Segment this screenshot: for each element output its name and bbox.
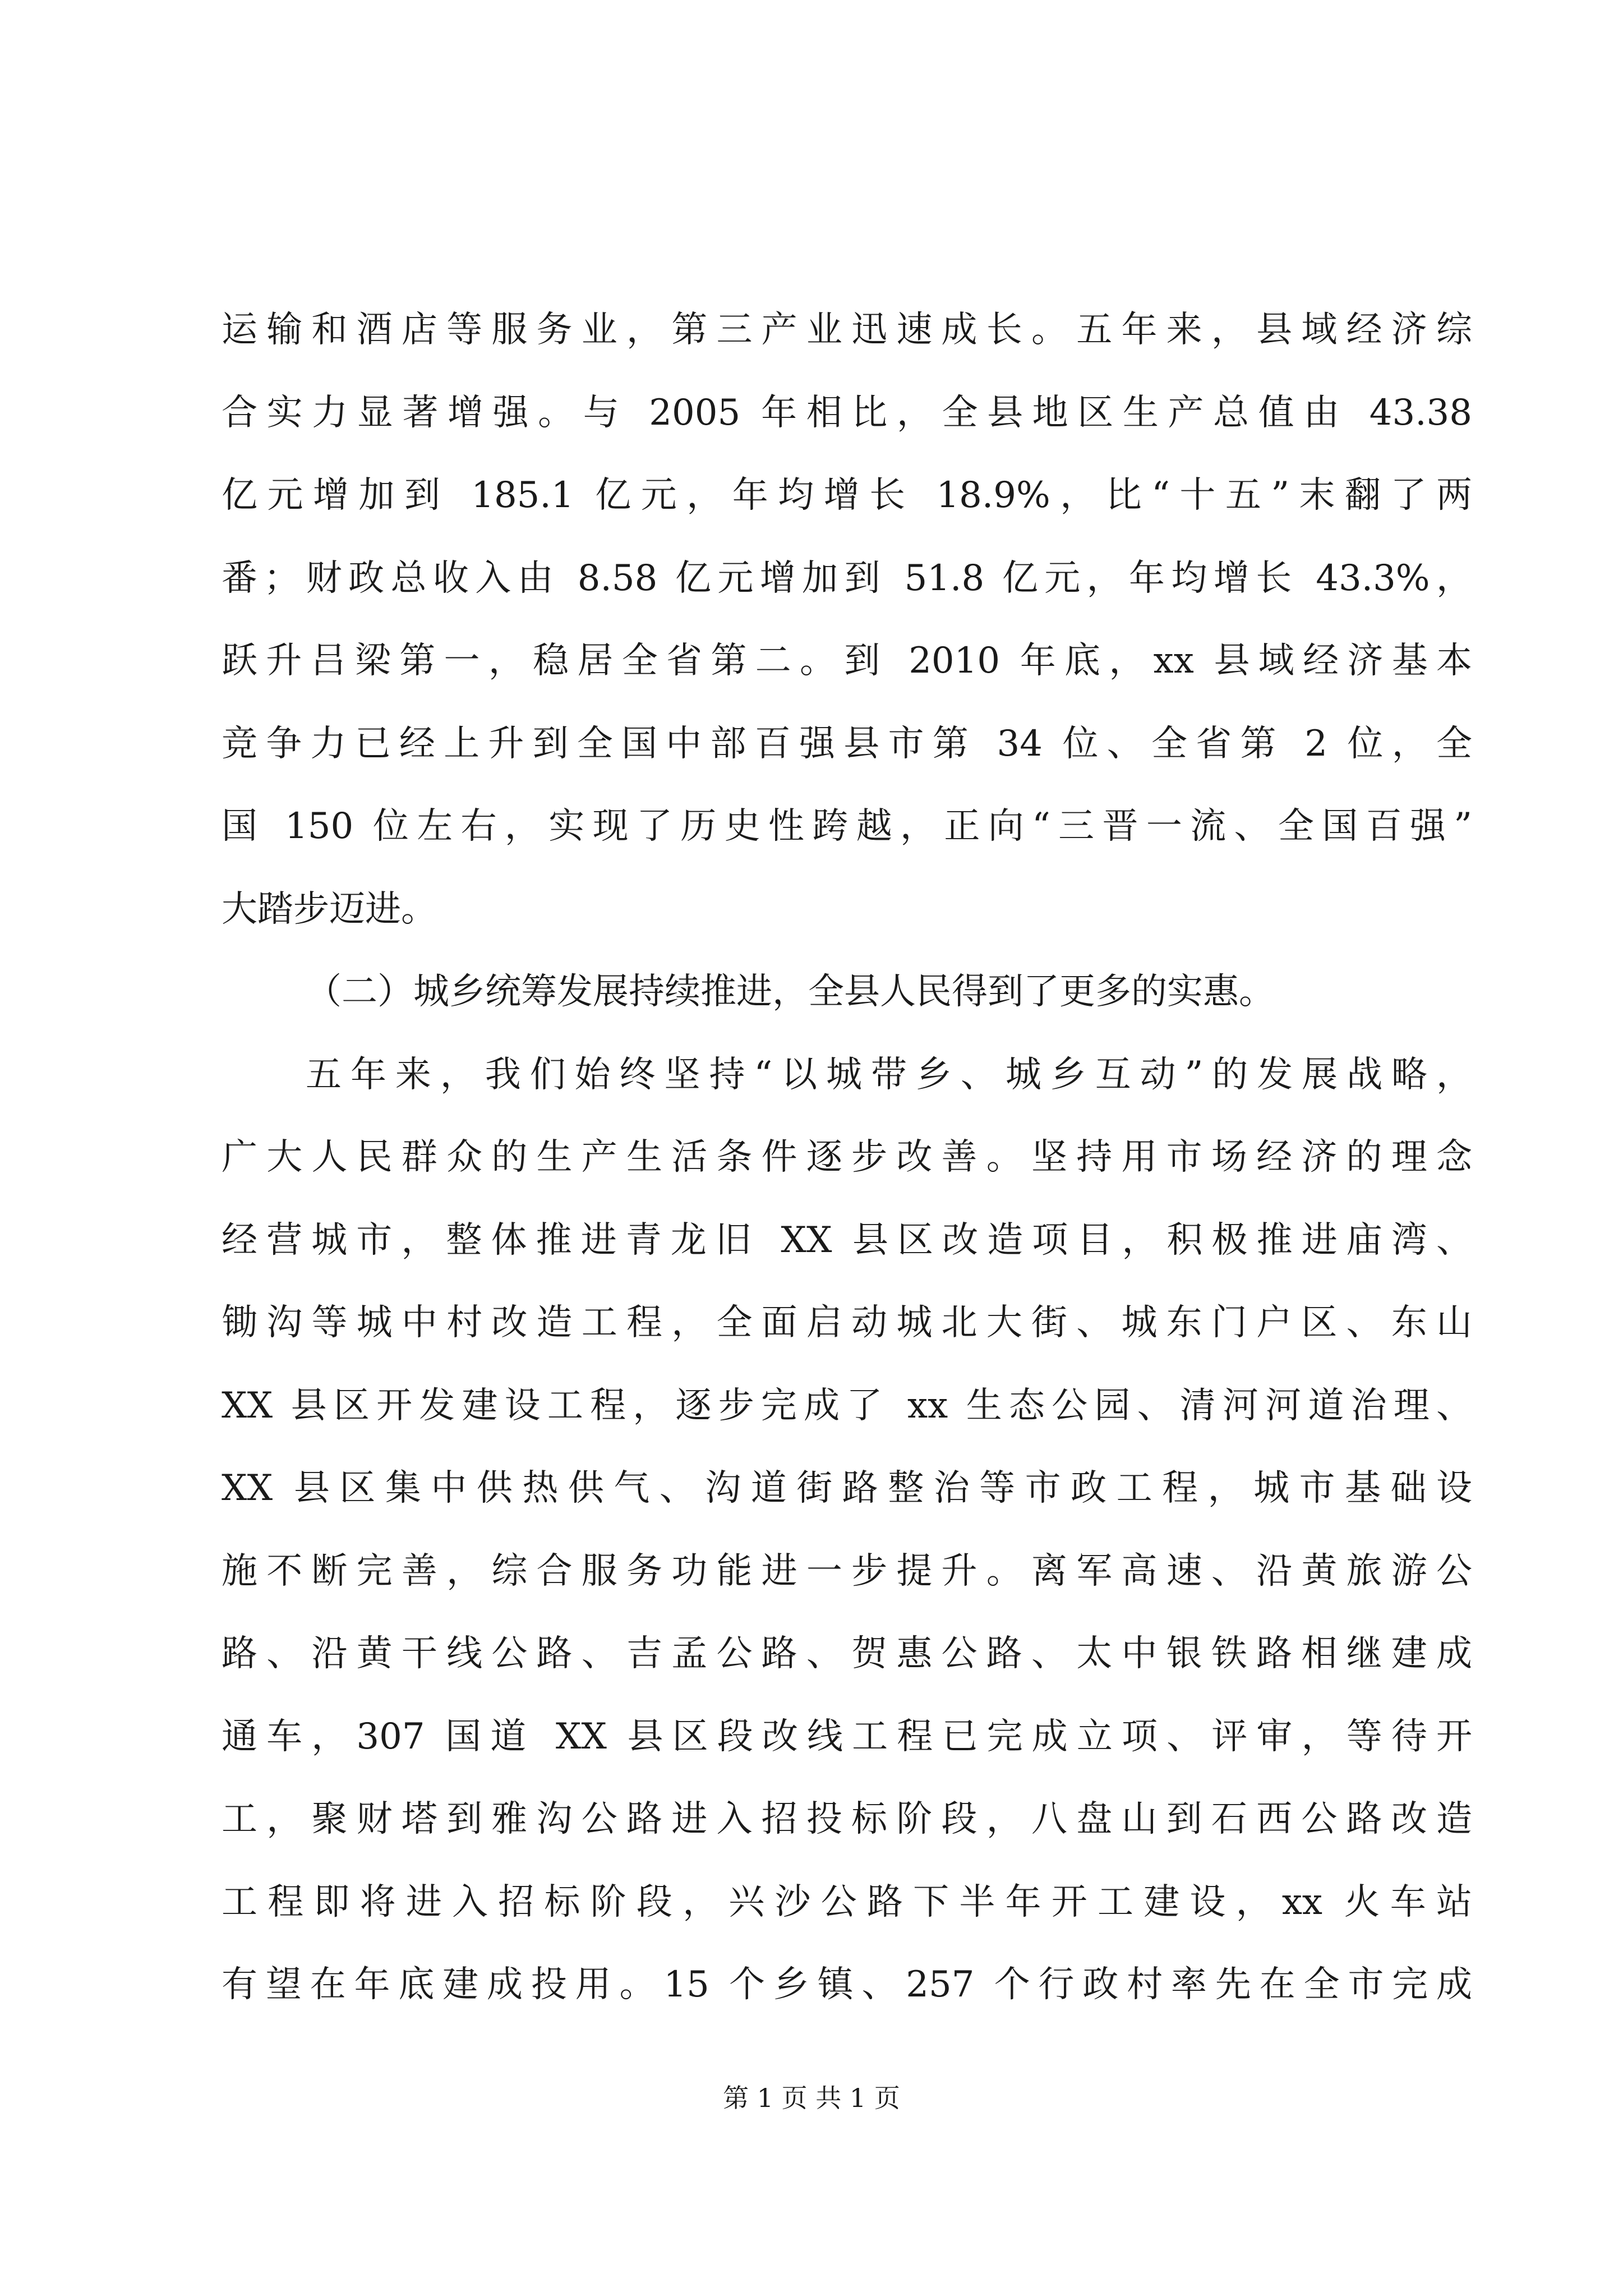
text-line: 番；财政总收入由 8.58 亿元增加到 51.8 亿元，年均增长 43.3%， (222, 557, 1472, 599)
text-line: 大踏步迈进。 (222, 888, 437, 930)
text-line: 跃升吕梁第一，稳居全省第二。到 2010 年底，xx 县域经济基本 (222, 640, 1472, 682)
text-line: 通车，307 国道 XX 县区段改线工程已完成立项、评审，等待开 (222, 1715, 1472, 1757)
text-line: 竞争力已经上升到全国中部百强县市第 34 位、全省第 2 位，全 (222, 723, 1472, 765)
text-line: 路、沿黄干线公路、吉孟公路、贺惠公路、太中银铁路相继建成 (222, 1633, 1472, 1674)
text-line: 经营城市，整体推进青龙旧 XX 县区改造项目，积极推进庙湾、 (222, 1219, 1472, 1261)
text-line: 合实力显著增强。与 2005 年相比，全县地区生产总值由 43.38 (222, 392, 1472, 434)
text-line: 国 150 位左右，实现了历史性跨越，正向“三晋一流、全国百强” (222, 806, 1472, 847)
body-text (222, 289, 1472, 2027)
text-line: XX 县区开发建设工程，逐步完成了 xx 生态公园、清河河道治理、 (222, 1384, 1472, 1427)
text-line: 工，聚财塔到雅沟公路进入招投标阶段，八盘山到石西公路改造 (222, 1798, 1472, 1840)
text-line: 五年来，我们始终坚持“以城带乡、城乡互动”的发展战略， (306, 1053, 1472, 1096)
text-line: 广大人民群众的生产生活条件逐步改善。坚持用市场经济的理念 (222, 1137, 1472, 1178)
text-line: 亿元增加到 185.1 亿元，年均增长 18.9%，比“十五”末翻了两 (222, 475, 1472, 516)
text-line: 锄沟等城中村改造工程，全面启动城北大街、城东门户区、东山 (222, 1302, 1472, 1343)
text-line: 运输和酒店等服务业，第三产业迅速成长。五年来，县域经济综 (222, 309, 1472, 351)
text-line: XX 县区集中供热供气、沟道街路整治等市政工程，城市基础设 (222, 1467, 1472, 1509)
section-heading: （二）城乡统筹发展持续推进，全县人民得到了更多的实惠。 (306, 971, 1275, 1013)
page-footer: 第 1 页 共 1 页 (723, 2083, 900, 2113)
text-line: 施不断完善，综合服务功能进一步提升。离军高速、沿黄旅游公 (222, 1550, 1472, 1592)
text-line: 有望在年底建成投用。15 个乡镇、257 个行政村率先在全市完成 (222, 1964, 1472, 2005)
text-line: 工程即将进入招标阶段，兴沙公路下半年开工建设，xx 火车站 (222, 1881, 1472, 1923)
